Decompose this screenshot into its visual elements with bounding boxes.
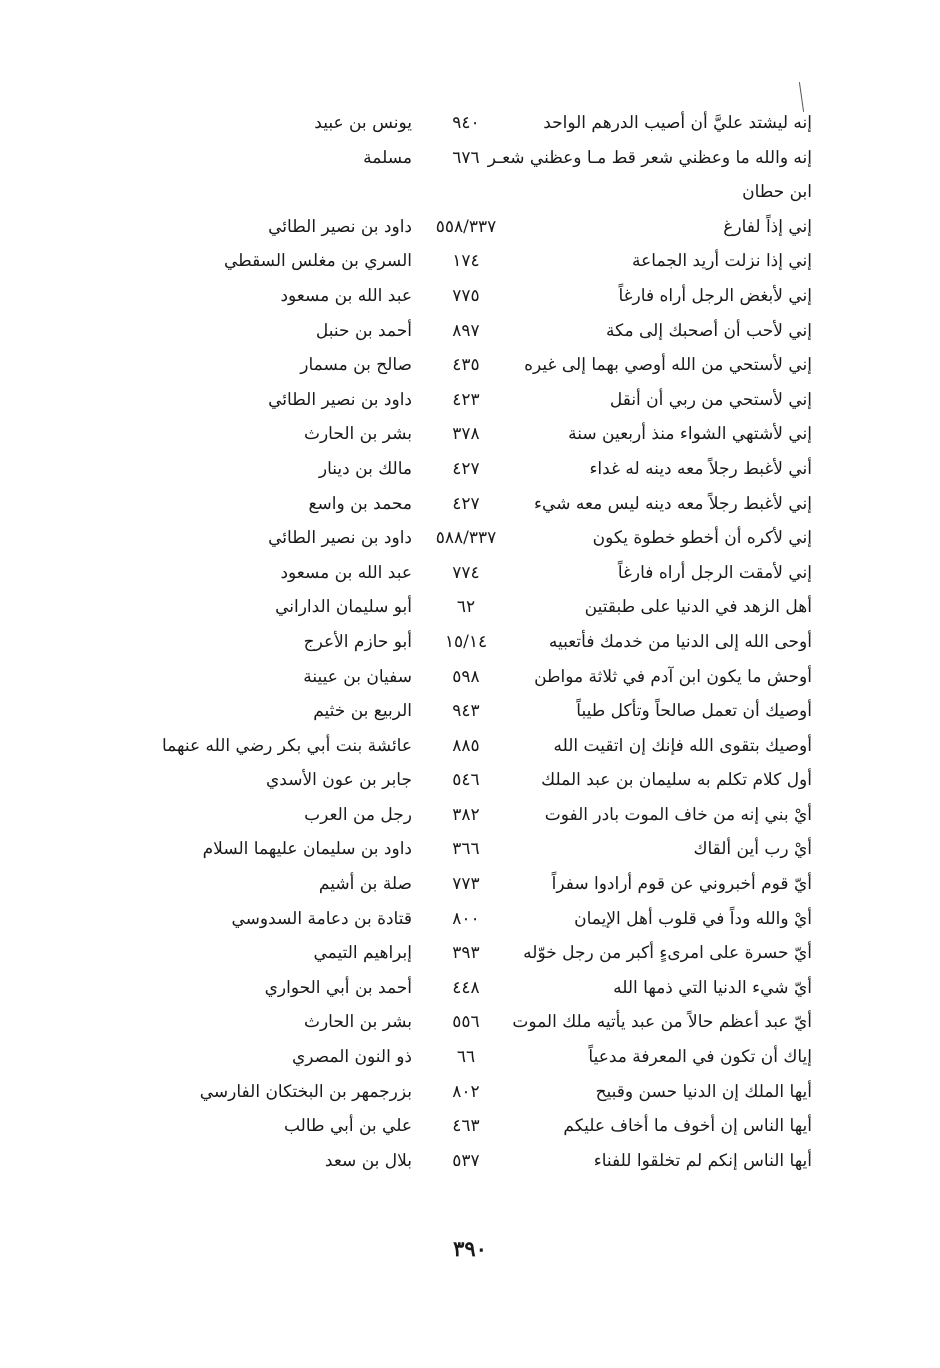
reference-number: ٤٢٧	[452, 493, 480, 514]
reference-number: ٣٦٦	[452, 839, 480, 860]
narrator-name: ذو النون المصري	[291, 1047, 412, 1068]
quote-text: إني لأستحي من ربي أن أنقل	[609, 389, 812, 410]
quote-text: أيها الناس إنكم لم تخلقوا للفناء	[593, 1150, 812, 1171]
reference-number: ٨٩٧	[452, 320, 480, 341]
narrator-name: بلال بن سعد	[324, 1150, 412, 1171]
quote-text: إني إذاً لفارغ	[723, 216, 812, 237]
index-row	[0, 1146, 940, 1181]
reference-number: ٥٣٧	[452, 1150, 480, 1171]
index-row	[0, 385, 940, 420]
reference-number: ٤٤٨	[452, 977, 480, 998]
reference-number: ١٧٤	[452, 251, 480, 272]
quote-text: أيّ حسرة على امرىءٍ أكبر من رجل خوّله	[523, 943, 812, 964]
index-row	[0, 558, 940, 593]
narrator-name: قتادة بن دعامة السدوسي	[231, 908, 412, 929]
quote-text: إني لأستحي من الله أوصي بهما إلى غيره	[524, 355, 812, 376]
reference-number: ١٥/١٤	[444, 631, 488, 652]
narrator-name: بزرجمهر بن البختكان الفارسي	[199, 1081, 412, 1102]
quote-text: أيّ قوم أخبروني عن قوم أرادوا سفراً	[551, 874, 812, 895]
index-row	[0, 489, 940, 524]
quote-text: أيْ والله وداً في قلوب أهل الإيمان	[574, 908, 812, 929]
narrator-name: السري بن مغلس السقطي	[223, 251, 412, 272]
narrator-name: داود بن سليمان عليهما السلام	[202, 839, 412, 860]
narrator-name: داود بن نصير الطائي	[268, 216, 412, 237]
quote-text: أوحش ما يكون ابن آدم في ثلاثة مواطن	[534, 666, 812, 687]
narrator-name: بشر بن الحارث	[303, 424, 412, 445]
narrator-name: يونس بن عبيد	[314, 113, 412, 133]
index-row	[0, 1111, 940, 1146]
reference-number: ٥٥٨/٣٣٧	[435, 216, 497, 237]
index-row	[0, 938, 940, 973]
index-row	[0, 350, 940, 385]
narrator-name: عبد الله بن مسعود	[280, 285, 412, 306]
narrator-name: جابر بن عون الأسدي	[266, 770, 412, 791]
quote-text: أوصيك أن تعمل صالحاً وتأكل طيباً	[576, 701, 812, 722]
index-row	[0, 904, 940, 939]
narrator-name: بشر بن الحارث	[303, 1012, 412, 1033]
narrator-name: صلة بن أشيم	[318, 874, 412, 895]
index-row	[0, 834, 940, 869]
index-row	[0, 454, 940, 489]
narrator-name: داود بن نصير الطائي	[268, 389, 412, 410]
narrator-name: صالح بن مسمار	[300, 355, 412, 376]
reference-number: ٦٧٦	[452, 147, 480, 168]
reference-number: ٣٧٨	[452, 424, 480, 445]
narrator-name: سفيان بن عيينة	[303, 666, 412, 687]
index-row	[0, 731, 940, 766]
index-row	[0, 627, 940, 662]
quote-text: إني لأغبط رجلاً معه دينه ليس معه شيء	[534, 493, 812, 514]
reference-number: ٤٣٥	[452, 355, 480, 376]
index-row	[0, 973, 940, 1008]
page-number: ٣٩٠	[453, 1236, 487, 1261]
reference-number: ٥٤٦	[452, 770, 480, 791]
quote-text: إني لأبغض الرجل أراه فارغاً	[618, 285, 812, 306]
index-row	[0, 800, 940, 835]
reference-number: ٧٧٣	[452, 874, 480, 895]
narrator-name: محمد بن واسع	[308, 493, 412, 514]
reference-number: ٤٢٣	[452, 389, 480, 410]
quote-text: أيْ بني إنه من خاف الموت بادر الفوت	[544, 804, 812, 825]
quote-text: أيّ شيء الدنيا التي ذمها الله	[613, 977, 812, 998]
index-row	[0, 696, 940, 731]
narrator-name: إبراهيم التيمي	[313, 943, 412, 964]
index-row	[0, 869, 940, 904]
index-row	[0, 281, 940, 316]
narrator-name: مالك بن دينار	[318, 458, 412, 479]
index-row	[0, 419, 940, 454]
quote-text: ابن حطان	[742, 182, 812, 203]
narrator-name: علي بن أبي طالب	[283, 1116, 412, 1137]
index-row	[0, 1007, 940, 1042]
index-list	[0, 108, 940, 1180]
reference-number: ٤٦٣	[452, 1116, 480, 1137]
reference-number: ٦٢	[456, 597, 476, 618]
index-row	[0, 765, 940, 800]
quote-text: أيها الناس إن أخوف ما أخاف عليكم	[563, 1116, 812, 1137]
narrator-name: مسلمة	[363, 147, 412, 168]
index-row	[0, 523, 940, 558]
index-row	[0, 177, 940, 212]
quote-text: إني لأشتهي الشواء منذ أربعين سنة	[568, 424, 812, 445]
quote-text: أيّ عبد أعظم حالاً من عبد يأتيه ملك الموت	[512, 1012, 812, 1033]
quote-text: أيها الملك إن الدنيا حسن وقبيح	[595, 1081, 812, 1102]
narrator-name: أحمد بن أبي الحواري	[264, 977, 412, 998]
index-row	[0, 143, 940, 178]
quote-text: إني لأمقت الرجل أراه فارغاً	[617, 562, 812, 583]
reference-number: ٣٨٢	[452, 804, 480, 825]
quote-text: أوصيك بتقوى الله فإنك إن اتقيت الله	[553, 735, 812, 756]
quote-text: أهل الزهد في الدنيا على طبقتين	[584, 597, 812, 618]
narrator-name: أبو سليمان الداراني	[275, 597, 412, 618]
quote-text: أول كلام تكلم به سليمان بن عبد الملك	[541, 770, 812, 791]
index-row	[0, 246, 940, 281]
quote-text: أني لأغبط رجلاً معه دينه له غداء	[589, 458, 812, 479]
reference-number: ٣٩٣	[452, 943, 480, 964]
reference-number: ٨٨٥	[452, 735, 480, 756]
reference-number: ٥٥٦	[452, 1012, 480, 1033]
reference-number: ٨٠٠	[452, 908, 480, 929]
index-row	[0, 592, 940, 627]
narrator-name: الربيع بن خثيم	[313, 701, 412, 722]
index-row	[0, 1077, 940, 1112]
narrator-name: رجل من العرب	[304, 804, 412, 825]
quote-text: أوحى الله إلى الدنيا من خدمك فأتعبيه	[548, 631, 812, 652]
narrator-name: عائشة بنت أبي بكر رضي الله عنهما	[161, 735, 412, 756]
index-row	[0, 108, 940, 143]
quote-text: إنه والله ما وعظني شعر قط مـا وعظني شعـر	[487, 147, 812, 168]
reference-number: ٩٤٠	[452, 113, 480, 133]
reference-number: ٨٠٢	[452, 1081, 480, 1102]
narrator-name: أبو حازم الأعرج	[303, 631, 412, 652]
reference-number: ٩٤٣	[452, 701, 480, 722]
reference-number: ٧٧٥	[452, 285, 480, 306]
narrator-name: أحمد بن حنبل	[315, 320, 412, 341]
quote-text: إني إذا نزلت أريد الجماعة	[632, 251, 812, 272]
reference-number: ٤٢٧	[452, 458, 480, 479]
reference-number: ٥٨٨/٣٣٧	[435, 528, 497, 549]
quote-text: إني لأحب أن أصحبك إلى مكة	[605, 320, 812, 341]
index-row	[0, 662, 940, 697]
narrator-name: داود بن نصير الطائي	[268, 528, 412, 549]
index-row	[0, 316, 940, 351]
reference-number: ٦٦	[456, 1047, 476, 1068]
narrator-name: عبد الله بن مسعود	[280, 562, 412, 583]
index-row	[0, 1042, 940, 1077]
reference-number: ٥٩٨	[452, 666, 480, 687]
quote-text: إياك أن تكون في المعرفة مدعياً	[588, 1047, 812, 1068]
quote-text: أيْ رب أين ألقاك	[693, 839, 812, 860]
quote-text: إنه ليشتد عليَّ أن أصيب الدرهم الواحد	[543, 113, 812, 133]
index-row	[0, 212, 940, 247]
reference-number: ٧٧٤	[452, 562, 480, 583]
quote-text: إني لأكره أن أخطو خطوة يكون	[592, 528, 812, 549]
